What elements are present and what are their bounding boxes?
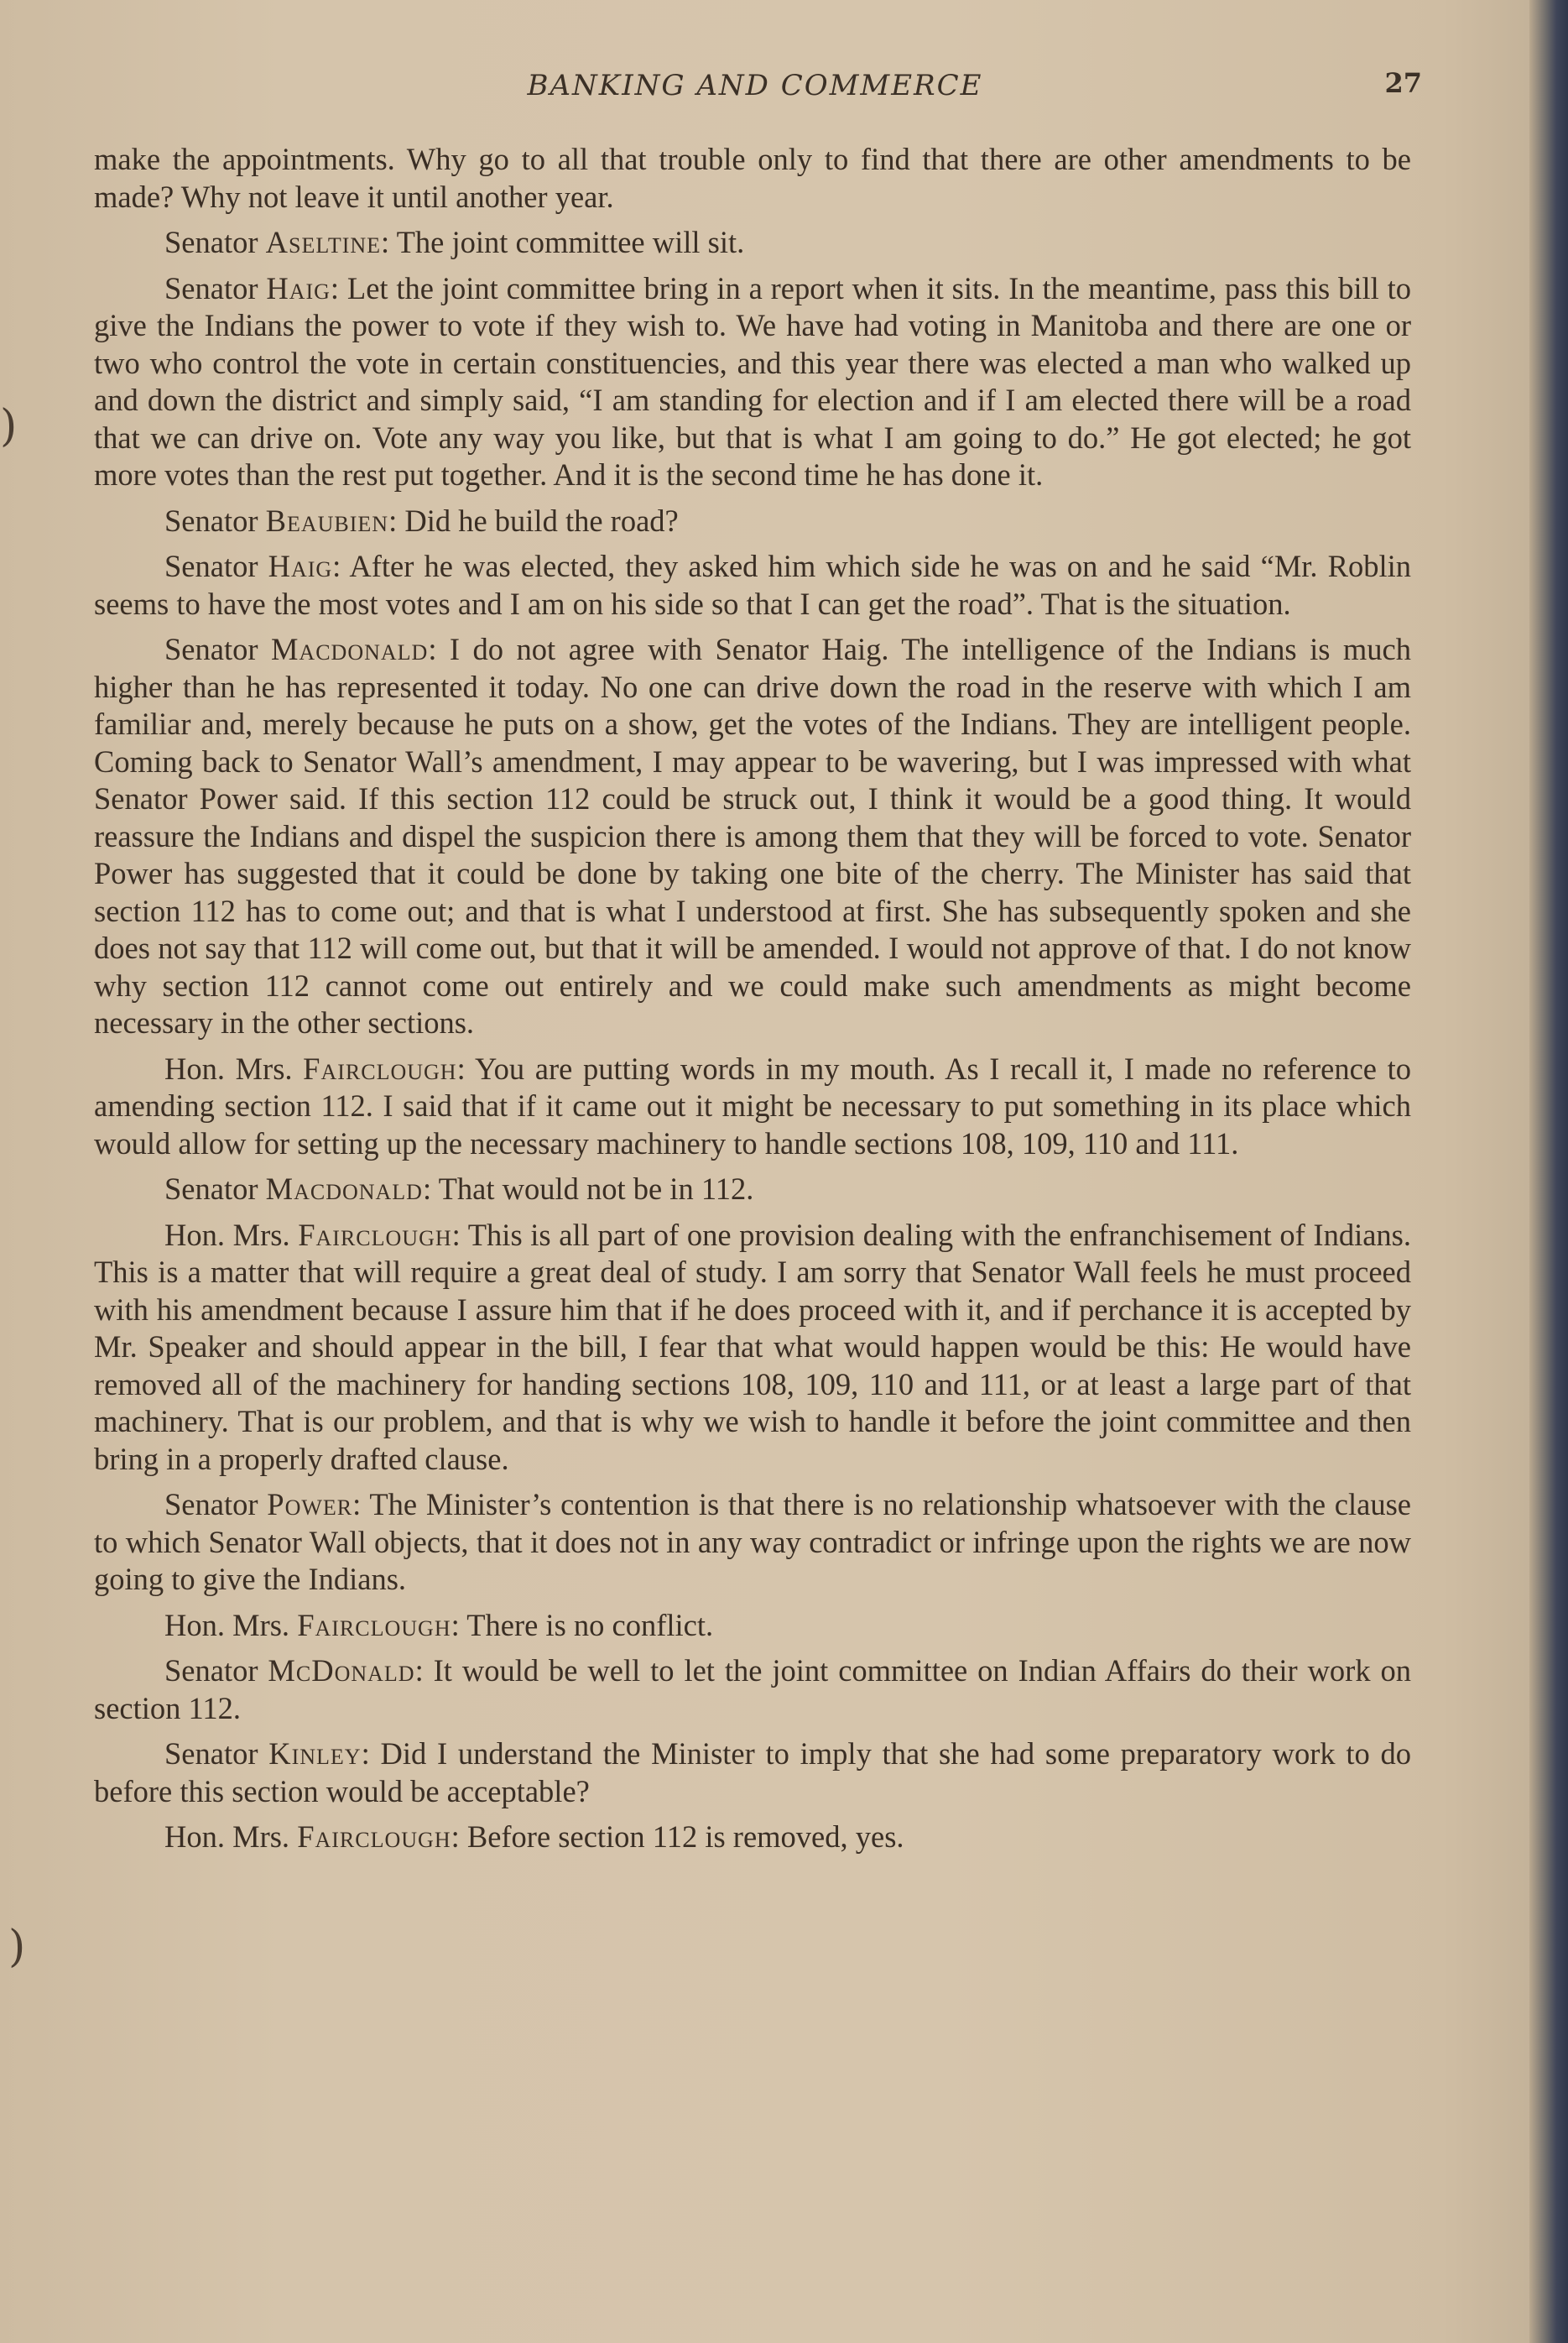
- paragraph-text: : Let the joint committee bring in a report when it sits. In the meantime, pass this bill to give the Indians the power to vote if they wish to. We have had voting in Manitoba and there are one or two who control the vote in certain constituencies, and this year there was elected a man who walked up and down the district and simply said, “I am standing for election and if I am elected there will be a road that we can drive on. Vote any way you like, but that is what I am going to do.” He got elected; he got more votes than the rest put together. And it is the second time he has done it.: [94, 270, 1411, 492]
- speaker-name: Fairclough: [303, 1051, 457, 1086]
- speaker-name: Aseltine: [265, 225, 382, 259]
- paragraph: [94, 1819, 1411, 1856]
- paragraph: [94, 1171, 1411, 1208]
- speaker-title: Senator: [164, 1487, 258, 1521]
- paragraph-text: : You are putting words in my mouth. As I recall it, I made no reference to amending section 112. I said that if it came out it might be necessary to put something in its place which would allow for setting up the necessary machinery to handle sections 108, 109, 110 and 111.: [94, 1051, 1411, 1161]
- paragraph-text: : It would be well to let the joint committee on Indian Affairs do their work on section 112.: [94, 1653, 1412, 1725]
- paragraph: [94, 1652, 1411, 1727]
- running-header: BANKING AND COMMERCE: [527, 69, 983, 102]
- paragraph-text: : I do not agree with Senator Haig. The intelligence of the Indians is much higher than he has represented it today. No one can drive down the road in the reserve with which I am familiar and, merely because he puts on a show, get the votes of the Indians. They are intelligent people. Coming back to Senator Wall’s amendment, I may appear to be wavering, but I was impressed with what Senator Power said. If this section 112 could be struck out, I think it would be a good thing. It would reassure the Indians and dispel the suspicion there is among them that they will be forced to vote. Senator Power has suggested that it could be done by taking one bite of the cherry. The Minister has said that section 112 has to come out; and that is what I understood at first. She has subsequently spoken and she does not say that 112 will come out, but that it will be amended. I would not approve of that. I do not know why section 112 cannot come out entirely and we could make such amendments as might become necessary in the other sections.: [94, 632, 1411, 1040]
- page-number: 27: [1384, 67, 1422, 99]
- paragraph-text: : After he was elected, they asked him which side he was on and he said “Mr. Roblin seems to have the most votes and I am on his side so that I can get the road”. That is the situation.: [94, 549, 1412, 621]
- paragraph: [94, 1217, 1411, 1479]
- paragraph: [94, 224, 1411, 262]
- paragraph-text: : The Minister’s contention is that there is no relationship whatsoever with the clause to which Senator Wall objects, that it does not in any way contradict or infringe upon the rights we are now going to give the Indians.: [94, 1487, 1411, 1596]
- paragraph-text: : This is all part of one provision dealing with the enfranchisement of Indians. This is a matter that will require a great deal of study. I am sorry that Senator Wall feels he must proceed with his amendment because I assure him that if he does proceed with it, and if perchance it is accepted by Mr. Speaker and should appear in the bill, I fear that what would happen would be this: He would have removed all of the machinery for handing sections 108, 109, 110 and 111, or at least a large part of that machinery. That is our problem, and that is why we wish to handle it before the joint committee and then bring in a properly drafted clause.: [94, 1217, 1412, 1476]
- paragraph-text: : The joint committee will sit.: [381, 225, 745, 259]
- speaker-name: Power: [267, 1487, 353, 1521]
- speaker-name: Macdonald: [270, 632, 429, 666]
- paragraph: [94, 548, 1411, 623]
- speaker-name: Macdonald: [265, 1172, 423, 1206]
- speaker-name: Fairclough: [297, 1819, 451, 1854]
- paragraph: [94, 1607, 1411, 1645]
- paragraph-text: : Did I understand the Minister to imply that she had some preparatory work to do before this section would be acceptable?: [94, 1736, 1411, 1808]
- speaker-name: Kinley: [268, 1736, 362, 1771]
- paragraph: [94, 631, 1411, 1042]
- speaker-name: Fairclough: [297, 1607, 451, 1642]
- transcript-body: [94, 141, 1411, 1865]
- speaker-title: Senator: [164, 1653, 258, 1688]
- speaker-title: Hon. Mrs.: [164, 1819, 290, 1854]
- speaker-title: Hon. Mrs.: [164, 1217, 290, 1252]
- speaker-title: Senator: [164, 1736, 258, 1771]
- paragraph: [94, 1051, 1411, 1163]
- speaker-title: Hon. Mrs.: [164, 1607, 290, 1642]
- speaker-name: Haig: [266, 270, 331, 305]
- speaker-name: Fairclough: [298, 1217, 452, 1252]
- paragraph: [94, 503, 1411, 540]
- speaker-name: McDonald: [268, 1653, 415, 1688]
- margin-bracket-mark: ): [0, 401, 18, 451]
- speaker-name: Haig: [268, 549, 333, 583]
- paragraph-text: : There is no conflict.: [451, 1607, 714, 1642]
- book-spine-edge: [1529, 0, 1568, 2343]
- paragraph-text: make the appointments. Why go to all that trouble only to find that there are other amendments to be made? Why not leave it until another year.: [94, 142, 1411, 214]
- speaker-title: Senator: [164, 225, 258, 259]
- paragraph: [94, 1735, 1411, 1810]
- speaker-title: Senator: [164, 503, 258, 538]
- margin-bracket-mark: ): [8, 1922, 26, 1972]
- speaker-name: Beaubien: [265, 503, 389, 538]
- paragraph-text: : Did he build the road?: [388, 503, 679, 538]
- paragraph-text: : That would not be in 112.: [422, 1172, 754, 1206]
- speaker-title: Senator: [164, 270, 258, 305]
- speaker-title: Senator: [164, 632, 258, 666]
- paragraph: [94, 1486, 1411, 1599]
- paragraph: [94, 141, 1411, 216]
- speaker-title: Senator: [164, 1172, 258, 1206]
- speaker-title: Hon. Mrs.: [164, 1051, 293, 1086]
- speaker-title: Senator: [164, 549, 258, 583]
- paragraph: [94, 270, 1411, 494]
- paragraph-text: : Before section 112 is removed, yes.: [451, 1819, 904, 1854]
